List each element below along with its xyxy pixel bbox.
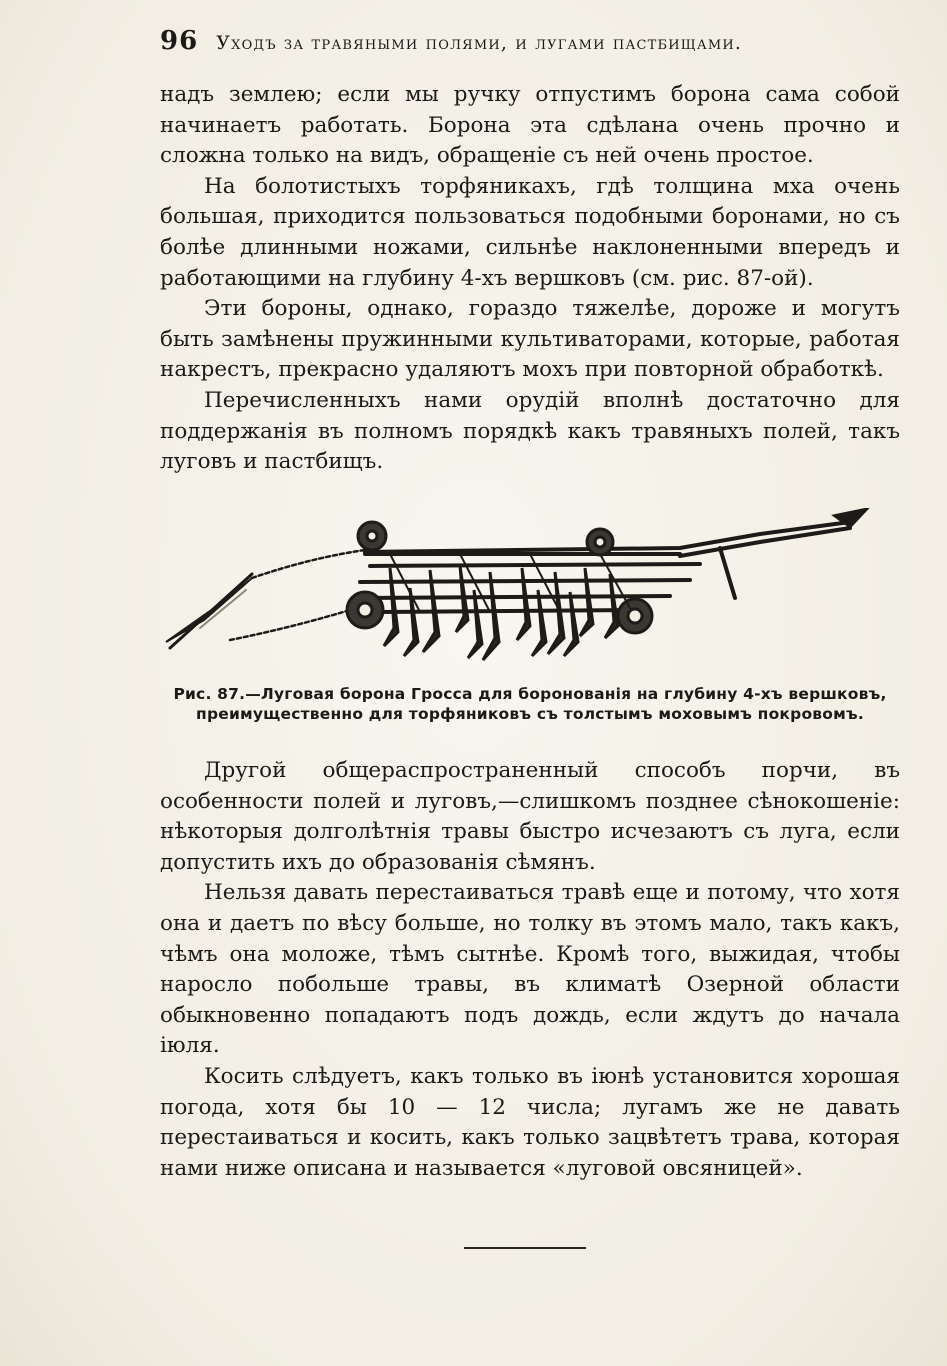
end-rule [464, 1247, 586, 1249]
caption-line: Рис. 87.—Луговая борона Гросса для боронованія на глубину 4-хъ вершковъ, [173, 685, 887, 703]
paragraph: надъ землею; если мы ручку отпустимъ борона сама собой начинаетъ работать. Борона эта сдѣлана очень прочно и сложна только на видъ, обращеніе съ ней очень простое. [160, 82, 900, 169]
running-title: Уходъ за травяными полями, и лугами пастбищами. [216, 32, 743, 54]
paragraph: Косить слѣдуетъ, какъ только въ іюнѣ установится хорошая погода, хотя бы 10 — 12 числа; лугамъ же не давать перестаиваться и косить, какъ только зацвѣтетъ трава, которая нами ниже описана и называется «луговой овсяницей». [160, 1063, 900, 1181]
paragraph: Другой общераспространенный способъ порчи, въ особенности полей и луговъ,—слишкомъ позднее сѣнокошеніе: нѣкоторыя долголѣтнія травы быстро исчезаютъ съ луга, если допустить ихъ до образованія сѣмянъ. [160, 758, 900, 875]
text-block-bottom [160, 756, 900, 1184]
figure-caption [160, 684, 900, 724]
harrow-illustration [160, 508, 900, 676]
chains [230, 550, 365, 640]
paragraph: На болотистыхъ торфяникахъ, гдѣ толщина мха очень большая, приходится пользоваться подобными боронами, но съ болѣе длинными ножами, сильнѣе наклоненными впередъ и работающими на глубину 4-хъ вершковъ (см. рис. 87-ой). [160, 173, 900, 291]
caption-line: преимущественно для торфяниковъ съ толстымъ моховымъ покровомъ. [196, 705, 864, 723]
page-number: 96 [160, 26, 199, 56]
text-block-top [160, 80, 900, 478]
paragraph: Нельзя давать перестаиваться травѣ еще и потому, что хотя она и даетъ по вѣсу больше, но толку въ этомъ мало, такъ какъ, чѣмъ она моложе, тѣмъ сытнѣе. Кромѣ того, выжидая, чтобы наросло побольше травы, въ климатѣ Озерной области обыкновенно попадаютъ подъ дождь, если ждутъ до начала іюля. [160, 880, 900, 1059]
paragraph: Перечисленныхъ нами орудій вполнѣ достаточно для поддержанія въ полномъ порядкѣ какъ травяныхъ полей, такъ луговъ и пастбищъ. [160, 387, 900, 475]
paragraph: Эти бороны, однако, гораздо тяжелѣе, дороже и могутъ быть замѣнены пружинными культиваторами, которые, работая накрестъ, прекрасно удаляютъ мохъ при повторной обработкѣ. [160, 296, 900, 383]
harrow-engraving [160, 508, 900, 676]
running-head [160, 26, 900, 62]
